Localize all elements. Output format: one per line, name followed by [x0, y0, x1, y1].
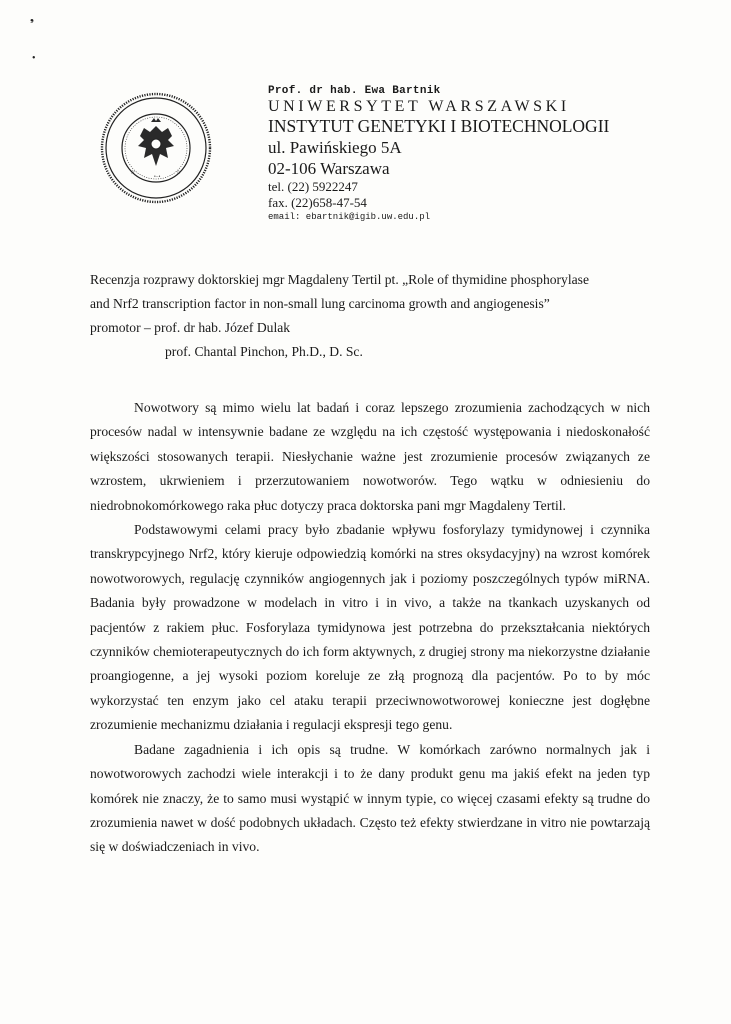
promotor-line: promotor – prof. dr hab. Józef Dulak	[90, 320, 291, 335]
copromotor-line: prof. Chantal Pinchon, Ph.D., D. Sc.	[165, 344, 363, 359]
city-address: 02-106 Warszawa	[268, 159, 390, 178]
telephone: tel. (22) 5922247	[268, 179, 358, 194]
university-seal-icon	[100, 92, 212, 204]
paragraph: Badane zagadnienia i ich opis są trudne. W komórkach zarówno normalnych jak i nowotworowych zachodzi wiele interakcji i to że dany produkt genu ma jakiś efekt na jeden typ komórek nie znaczy, że to samo musi wystąpić w innym typie, co więcej czasami efekty są trudne do zrozumienia nawet w dość podobnych układach. Często też efekty stwierdzane in vitro nie powtarzają się w doświadczeniach in vivo.	[90, 741, 650, 855]
review-body	[90, 396, 650, 860]
fax: fax. (22)658-47-54	[268, 195, 367, 210]
email: email: ebartnik@igib.uw.edu.pl	[268, 212, 431, 222]
svg-text:•−•: •−•	[154, 175, 161, 180]
scan-speck: •	[32, 53, 36, 64]
review-title-line: Recenzja rozprawy doktorskiej mgr Magdaleny Tertil pt. „Role of thymidine phosphorylase	[90, 272, 589, 287]
scan-speck: ❟	[30, 13, 34, 24]
paragraph: Nowotwory są mimo wielu lat badań i coraz lepszego zrozumienia zachodzących w nich procesów nadal w intensywnie badane ze względu na ich częstość występowania i niedoskonałość większości stosowanych terapii. Niesłychanie ważne jest zrozumienie procesów związanych ze wzrostem, ukrwieniem i przerzutowaniem nowotworów. Tego wątku w odniesieniu do niedrobnokomórkowego raka płuc dotyczy praca doktorska pani mgr Magdaleny Tertil.	[90, 400, 650, 513]
institute-name: INSTYTUT GENETYKI I BIOTECHNOLOGII	[268, 116, 610, 136]
professor-name: Prof. dr hab. Ewa Bartnik	[268, 85, 441, 97]
letterhead	[268, 84, 708, 224]
university-name: UNIWERSYTET WARSZAWSKI	[268, 98, 570, 115]
street-address: ul. Pawińskiego 5A	[268, 138, 402, 157]
review-title-line: and Nrf2 transcription factor in non-small lung carcinoma growth and angiogenesis”	[90, 296, 550, 311]
svg-text:☆: ☆	[176, 170, 182, 176]
paragraph: Podstawowymi celami pracy było zbadanie wpływu fosforylazy tymidynowej i czynnika transkrypcyjnego Nrf2, który kieruje odpowiedzią komórki na stres oksydacyjny) na wzrost komórek nowotworowych, regulację czynników angiogennych jak i poziomy poszczególnych typów miRNA. Badania były prowadzone w modelach in vitro i in vivo, a także na tkankach uzyskanych od pacjentów z rakiem płuc. Fosforylaza tymidynowa jest potrzebna do przekształcania niektórych czynników chemioterapeutycznych do ich form aktywnych, z drugiej strony ma niekorzystne działanie proangiogenne, a jej wysoki poziom koreluje ze złą prognozą dla pacjentów. Po to by móc wykorzystać ten enzym jako cel ataku terapii przeciwnowotworowej konieczne jest dogłębne zrozumienie mechanizmu działania i regulacji ekspresji tego genu.	[90, 522, 650, 733]
review-heading	[90, 268, 650, 364]
svg-text:☆: ☆	[130, 170, 136, 176]
